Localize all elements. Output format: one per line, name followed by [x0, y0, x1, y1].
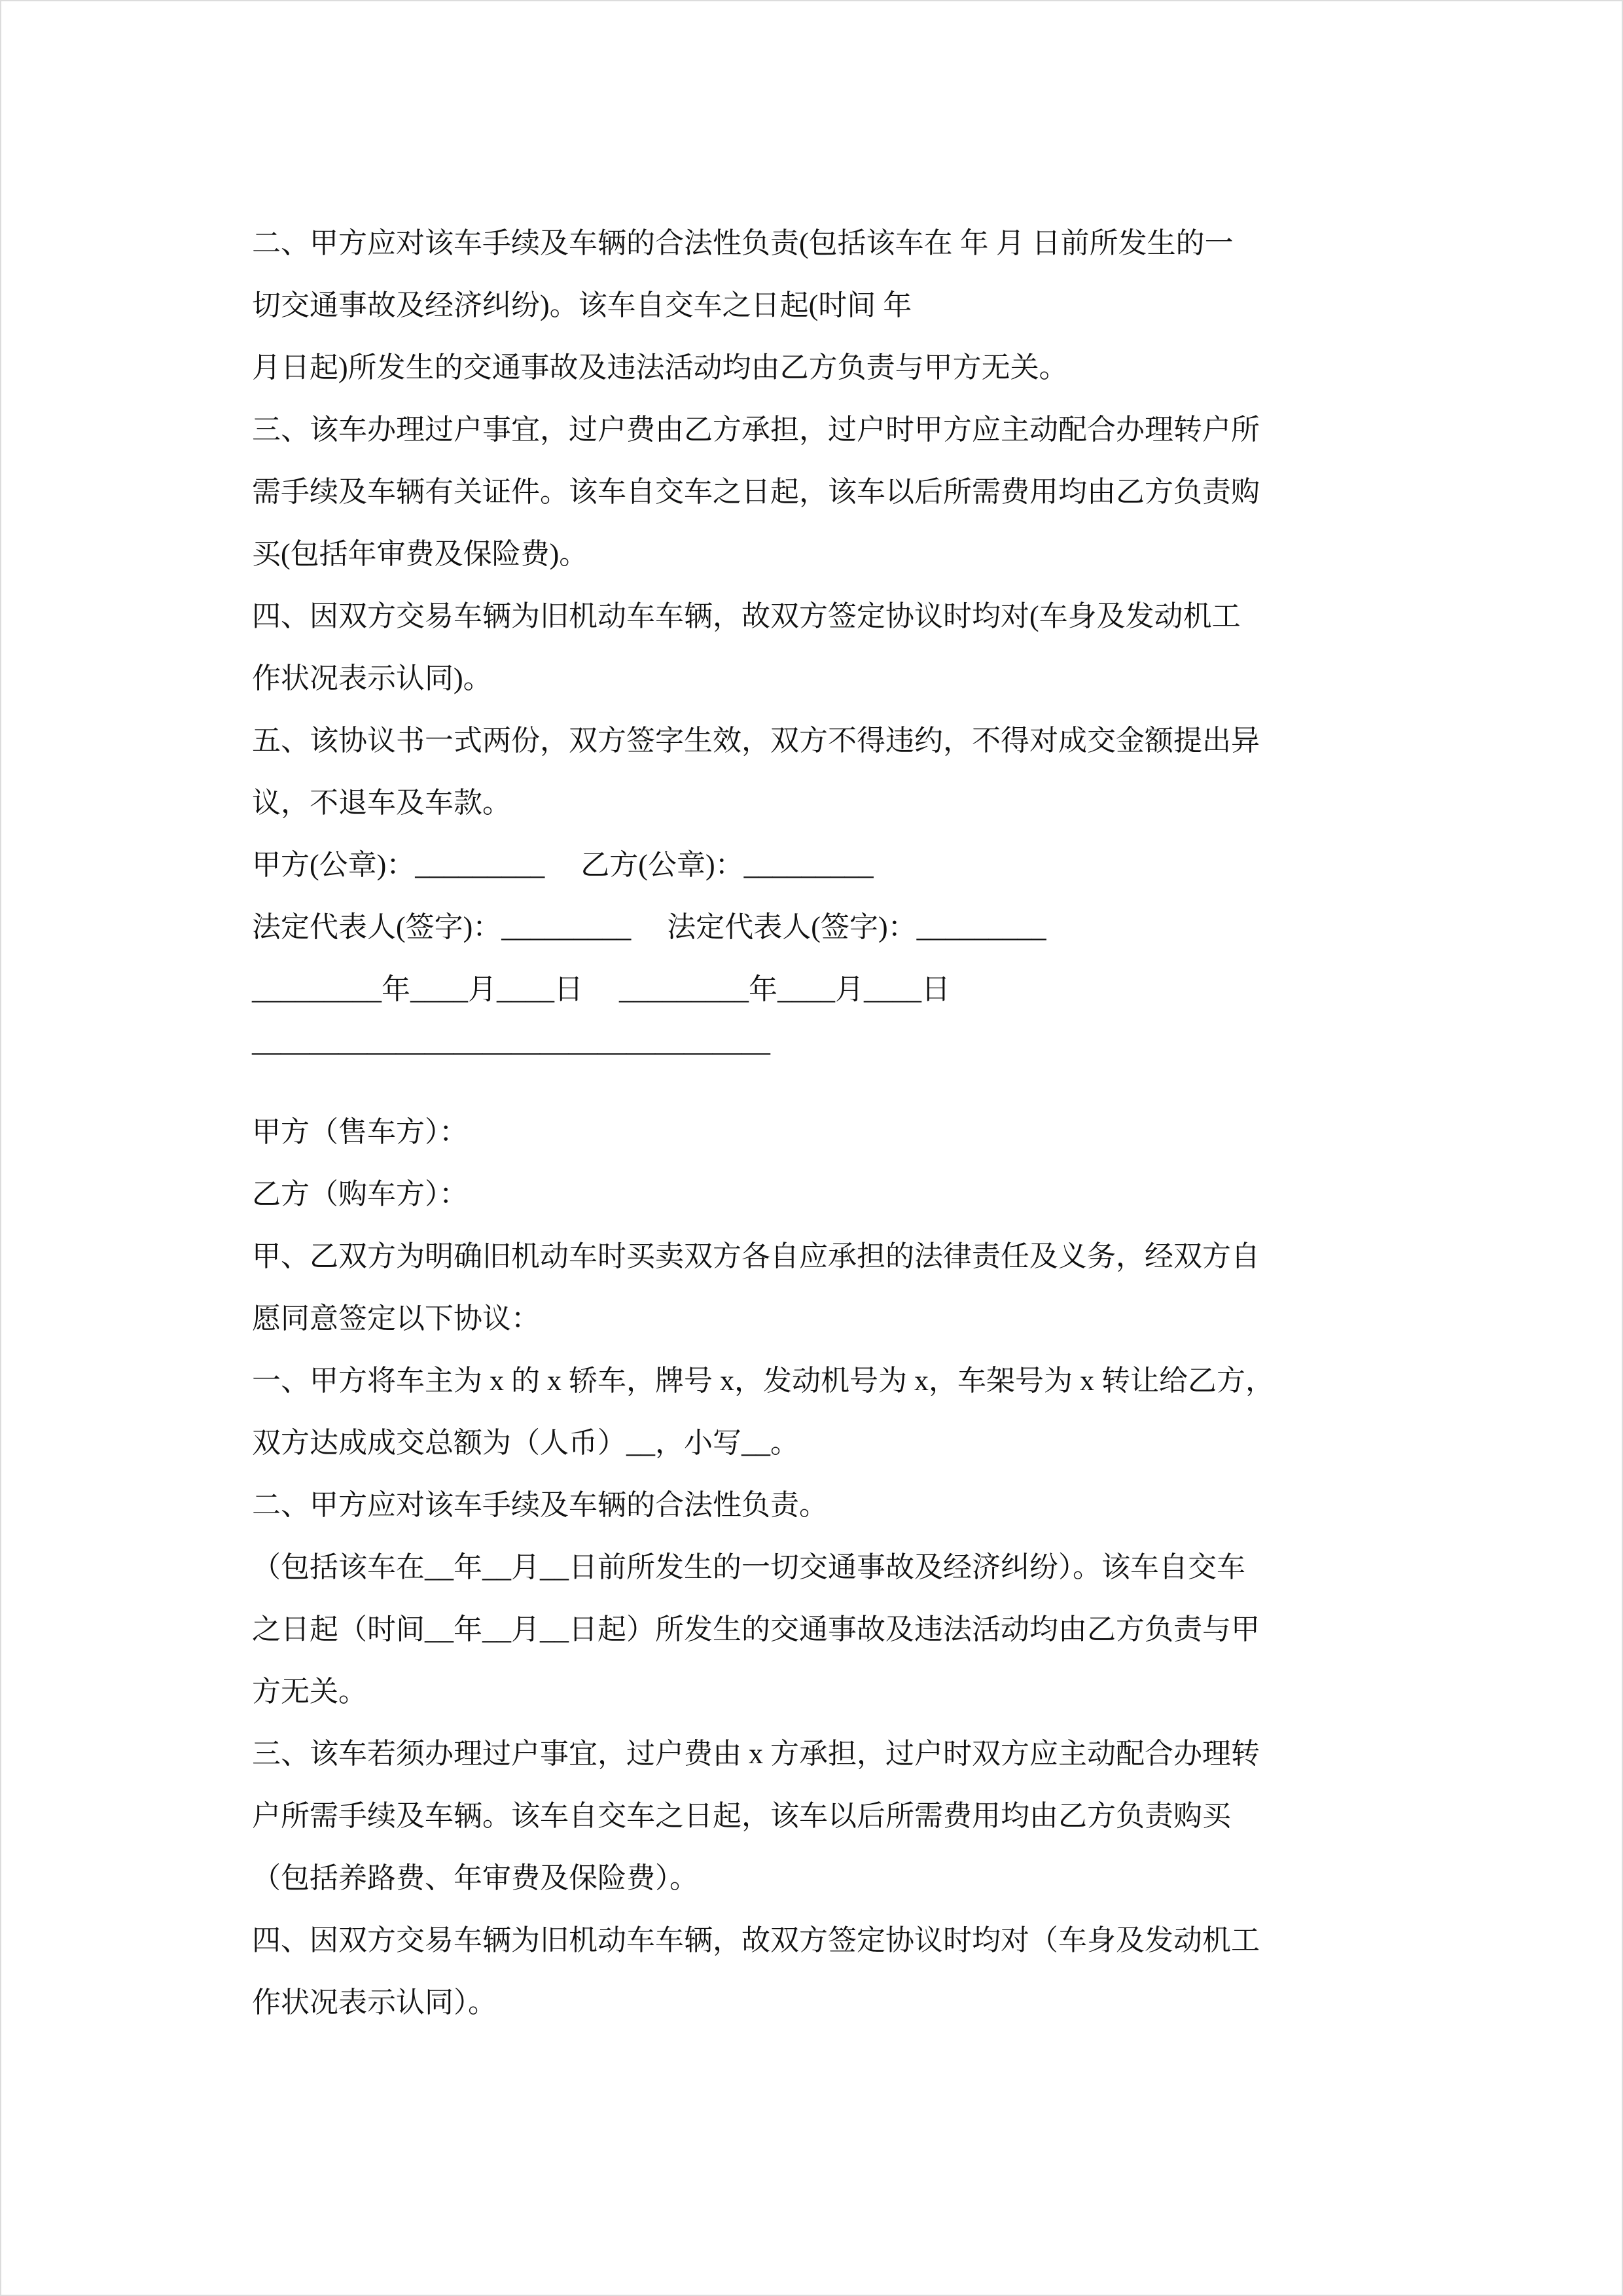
clause-2a-line-1: 二、甲方应对该车手续及车辆的合法性负责(包括该车在 年 月 日前所发生的一	[252, 227, 1234, 259]
clause-3b-line-2: 户所需手续及车辆。该车自交车之日起，该车以后所需费用均由乙方负责购买	[252, 1800, 1231, 1832]
clause-4a-line-2: 作状况表示认同)。	[252, 662, 492, 694]
representative-signature-line: 法定代表人(签字)：_________ 法定代表人(签字)：_________	[252, 911, 1046, 943]
clause-2b-line-3: 之日起（时间__年__月__日起）所发生的交通事故及违法活动均由乙方负责与甲	[252, 1613, 1260, 1645]
clause-2b-line-4: 方无关。	[252, 1676, 367, 1708]
clause-4b-line-1: 四、因双方交易车辆为旧机动车车辆，故双方签定协议时均对（车身及发动机工	[252, 1924, 1260, 1956]
clause-3a-line-1: 三、该车办理过户事宜，过户费由乙方承担，过户时甲方应主动配合办理转户所	[252, 414, 1260, 446]
separator-line: ——————————————————	[252, 1035, 770, 1067]
clause-5a-line-1: 五、该协议书一式两份，双方签字生效，双方不得违约，不得对成交金额提出异	[252, 725, 1260, 757]
clause-2a-line-2: 切交通事故及经济纠纷)。该车自交车之日起(时间 年	[252, 289, 912, 321]
seal-signature-line: 甲方(公章)：_________ 乙方(公章)：_________	[252, 849, 874, 881]
clause-5a-line-2: 议，不退车及车款。	[252, 787, 511, 819]
clause-4b-line-2: 作状况表示认同）。	[252, 1986, 497, 2018]
contract-text-body	[252, 212, 1391, 2034]
clause-4a-line-1: 四、因双方交易车辆为旧机动车车辆，故双方签定协议时均对(车身及发动机工	[252, 600, 1241, 632]
preamble-line-1: 甲、乙双方为明确旧机动车时买卖双方各自应承担的法律责任及义务，经双方自	[252, 1240, 1260, 1272]
clause-1b-line-1: 一、甲方将车主为 x 的 x 轿车，牌号 x，发动机号为 x，车架号为 x 转让给乙方，	[252, 1365, 1274, 1397]
clause-2a-line-3: 月日起)所发生的交通事故及违法活动均由乙方负责与甲方无关。	[252, 351, 1068, 384]
clause-1b-line-2: 双方达成成交总额为（人币）__，小写__。	[252, 1427, 799, 1459]
clause-2b-line-1: 二、甲方应对该车手续及车辆的合法性负责。	[252, 1489, 828, 1521]
party-a-line: 甲方（售车方）：	[252, 1116, 468, 1148]
clause-3a-line-3: 买(包括年审费及保险费)。	[252, 538, 588, 570]
clause-3a-line-2: 需手续及车辆有关证件。该车自交车之日起，该车以后所需费用均由乙方负责购	[252, 476, 1260, 508]
clause-3b-line-1: 三、该车若须办理过户事宜，过户费由 x 方承担，过户时双方应主动配合办理转	[252, 1738, 1260, 1770]
date-line: _________年____月____日 _________年____月____日	[252, 973, 950, 1005]
preamble-line-2: 愿同意签定以下协议：	[252, 1302, 540, 1335]
clause-3b-line-3: （包括养路费、年审费及保险费）。	[252, 1862, 698, 1894]
clause-2b-line-2: （包括该车在__年__月__日前所发生的一切交通事故及经济纠纷）。该车自交车	[252, 1551, 1245, 1583]
party-b-line: 乙方（购车方）：	[252, 1178, 468, 1210]
